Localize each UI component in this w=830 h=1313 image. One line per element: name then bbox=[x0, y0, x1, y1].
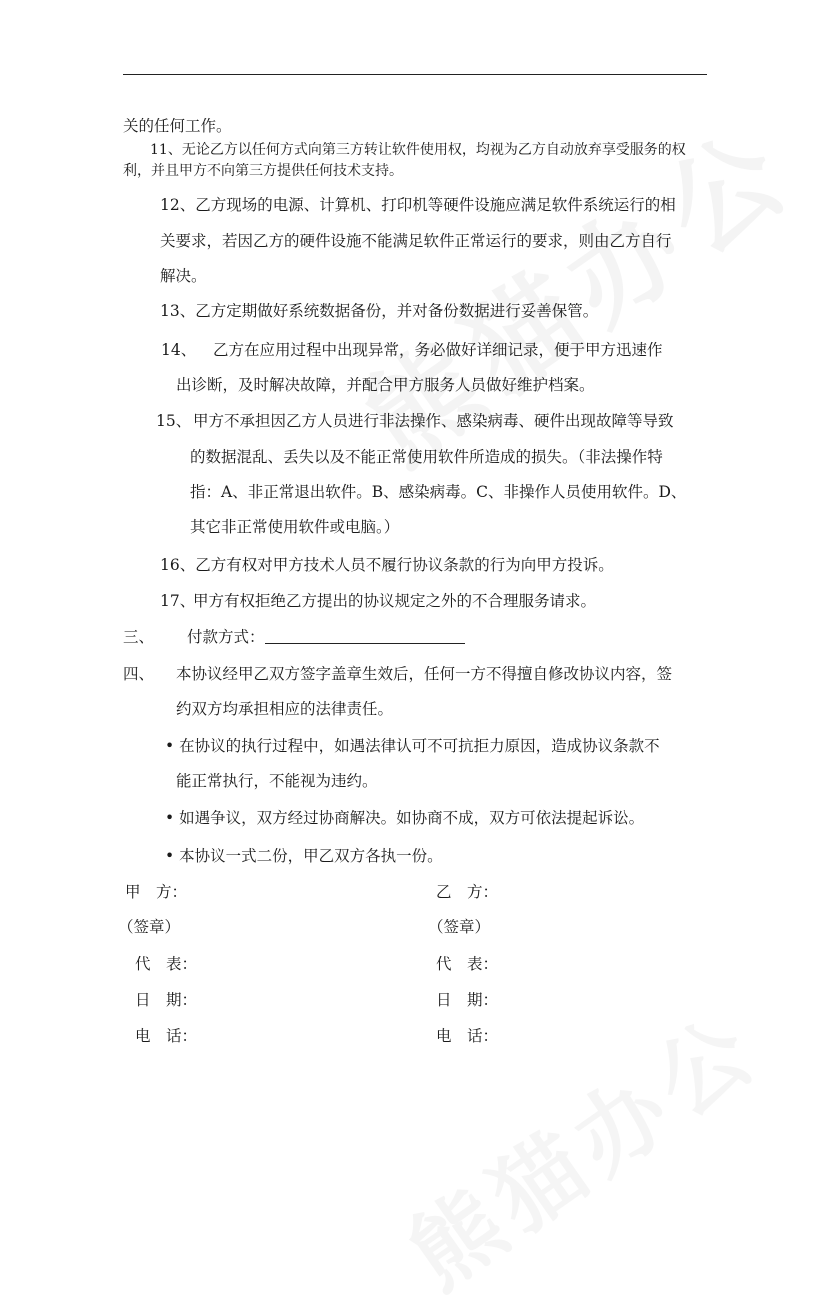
party-a-phone: 电 话： bbox=[135, 1027, 198, 1045]
section-4-line2: 约双方均承担相应的法律责任。 bbox=[176, 700, 394, 718]
clause-15-line3: 指：A、非正常退出软件。B、感染病毒。C、非操作人员使用软件。D、 bbox=[190, 483, 687, 501]
bullet-1-line1: • 在协议的执行过程中，如遇法律认可不可抗拒力原因，造成协议条款不 bbox=[165, 737, 660, 755]
party-a-date: 日 期： bbox=[135, 991, 198, 1009]
clause-12-line2: 关要求，若因乙方的硬件设施不能满足软件正常运行的要求，则由乙方自行 bbox=[160, 232, 672, 250]
clause-15-line1: 甲方不承担因乙方人员进行非法操作、感染病毒、硬件出现故障等导致 bbox=[193, 412, 674, 430]
party-a-representative: 代 表： bbox=[135, 955, 198, 973]
clause-17-number: 17、 bbox=[160, 592, 196, 610]
party-b-phone: 电 话： bbox=[436, 1027, 499, 1045]
party-a-label: 甲 方： bbox=[125, 883, 188, 901]
bullet-1-line2: 能正常执行，不能视为违约。 bbox=[176, 772, 378, 790]
section-4-line1: 本协议经甲乙双方签字盖章生效后，任何一方不得擅自修改协议内容，签 bbox=[176, 665, 673, 683]
payment-method-blank bbox=[265, 627, 465, 644]
party-b-representative: 代 表： bbox=[436, 955, 499, 973]
payment-method-label: 付款方式： bbox=[187, 628, 265, 646]
party-a-seal: （签章） bbox=[118, 918, 181, 936]
clause-15-number: 15、 bbox=[156, 412, 192, 430]
clause-16: 16、乙方有权对甲方技术人员不履行协议条款的行为向甲方投诉。 bbox=[160, 556, 614, 574]
party-b-date: 日 期： bbox=[436, 991, 499, 1009]
payment-method-row bbox=[187, 627, 465, 647]
bullet-2: • 如遇争议，双方经过协商解决。如协商不成，双方可依法提起诉讼。 bbox=[165, 809, 645, 827]
clause-14-line2: 出诊断，及时解决故障，并配合甲方服务人员做好维护档案。 bbox=[176, 376, 595, 394]
clause-13: 13、乙方定期做好系统数据备份，并对备份数据进行妥善保管。 bbox=[160, 302, 599, 320]
clause-15-line4: 其它非正常使用软件或电脑。） bbox=[190, 518, 400, 536]
clause-12-line1: 12、乙方现场的电源、计算机、打印机等硬件设施应满足软件系统运行的相 bbox=[160, 196, 676, 214]
party-b-seal: （签章） bbox=[428, 918, 491, 936]
bullet-3: • 本协议一式二份，甲乙双方各执一份。 bbox=[165, 847, 443, 865]
section-4-number: 四、 bbox=[123, 665, 155, 683]
clause-14-line1: 乙方在应用过程中出现异常，务必做好详细记录，便于甲方迅速作 bbox=[213, 341, 663, 359]
clause-12-line3: 解决。 bbox=[160, 267, 207, 285]
header-rule bbox=[123, 74, 707, 75]
clause-11-line1: 11、无论乙方以任何方式向第三方转让软件使用权，均视为乙方自动放弃享受服务的权 bbox=[150, 142, 686, 158]
clause-11-line2: 利，并且甲方不向第三方提供任何技术支持。 bbox=[123, 163, 403, 179]
section-3-number: 三、 bbox=[123, 628, 155, 646]
party-b-label: 乙 方： bbox=[436, 883, 499, 901]
clause-10-tail: 关的任何工作。 bbox=[123, 117, 232, 135]
clause-17-text: 甲方有权拒绝乙方提出的协议规定之外的不合理服务请求。 bbox=[193, 592, 597, 610]
clause-15-line2: 的数据混乱、丢失以及不能正常使用软件所造成的损失。（非法操作特 bbox=[190, 448, 663, 466]
clause-14-number: 14、 bbox=[161, 341, 197, 359]
